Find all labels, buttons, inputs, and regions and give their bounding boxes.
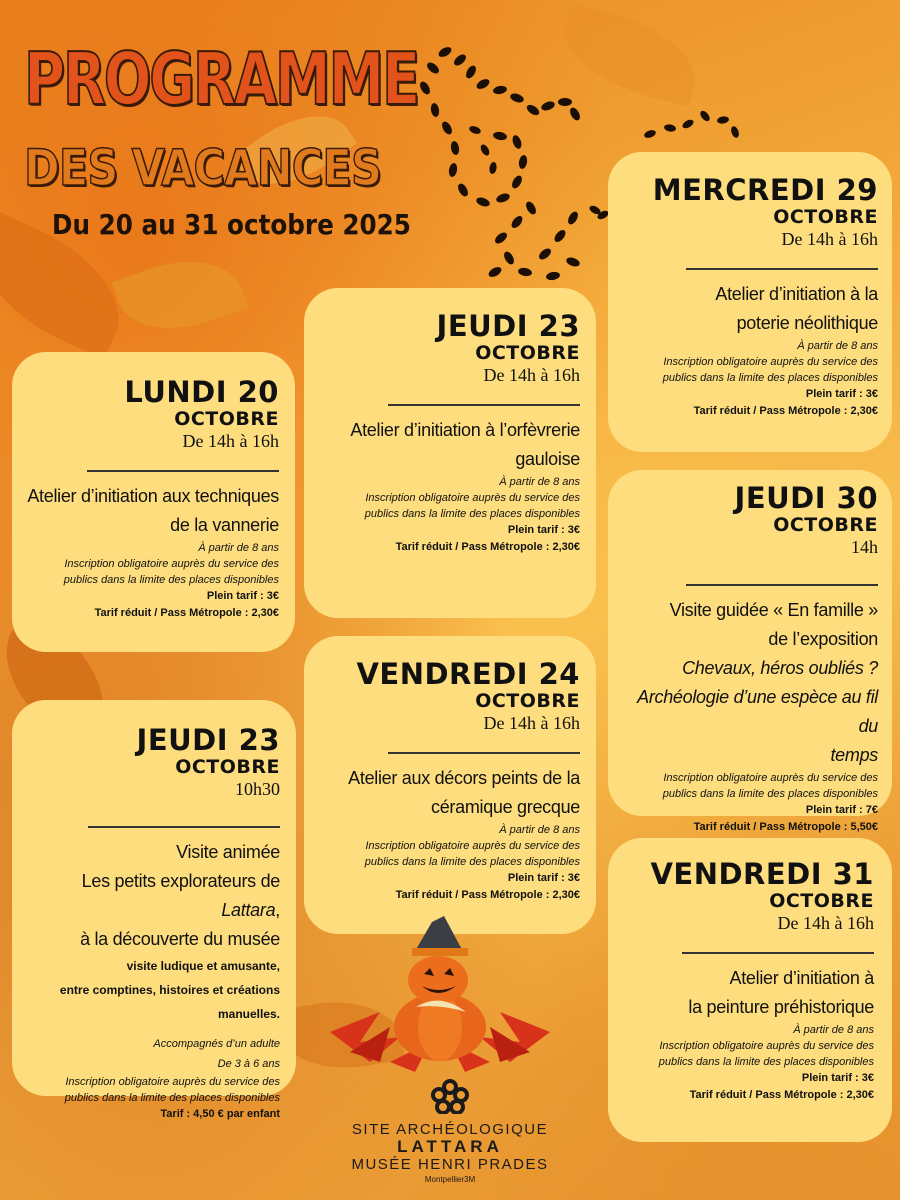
logo-line-montpellier: Montpellier3M [424, 1175, 476, 1184]
event-price-reduced: Tarif réduit / Pass Métropole : 2,30€ [395, 541, 580, 553]
event-activity-line: Atelier d’initiation à la [715, 284, 878, 304]
event-day: JEUDI 23 [436, 309, 580, 343]
exhibition-title-line: Archéologie d’une espèce au fil du [637, 687, 878, 736]
logo-line-site: SITE ARCHÉOLOGIQUE [351, 1121, 549, 1138]
logo-line-museum: MUSÉE HENRI PRADES [351, 1156, 549, 1173]
event-inscription: Inscription obligatoire auprès du service des [663, 772, 878, 784]
event-inscription: publics dans la limite des places disponibles [662, 788, 878, 800]
pumpkin-illustration [320, 912, 560, 1082]
event-month: OCTOBRE [175, 756, 280, 778]
event-activity-line: Visite guidée « En famille » [669, 600, 878, 620]
event-description: entre comptines, histoires et créations [59, 983, 280, 997]
activity-site-name: Lattara [221, 900, 276, 920]
event-day: VENDREDI 24 [356, 657, 580, 691]
event-price-reduced: Tarif réduit / Pass Métropole : 2,30€ [689, 1089, 874, 1101]
event-age: À partir de 8 ans [793, 1024, 874, 1036]
activity-text: Les petits explorateurs de [81, 871, 280, 891]
event-activity-line: Atelier d’initiation à [729, 968, 874, 988]
event-age: À partir de 8 ans [499, 824, 580, 836]
event-activity-line: Atelier d’initiation aux techniques [27, 486, 279, 506]
event-month: OCTOBRE [475, 342, 580, 364]
event-card-lundi-20 [12, 352, 295, 652]
event-activity-line: Visite animée [176, 842, 280, 862]
event-time: De 14h à 16h [483, 365, 580, 385]
event-price: Tarif : 4,50 € par enfant [160, 1108, 280, 1120]
event-activity-line: à la découverte du musée [80, 929, 280, 949]
event-age: De 3 à 6 ans [217, 1058, 280, 1070]
divider [686, 268, 878, 270]
event-inscription: Inscription obligatoire auprès du service des [365, 492, 580, 504]
event-time: De 14h à 16h [777, 913, 874, 933]
event-activity-line: Atelier aux décors peints de la [348, 768, 580, 788]
divider [88, 826, 280, 828]
event-age: À partir de 8 ans [797, 340, 878, 352]
event-month: OCTOBRE [773, 206, 878, 228]
divider [682, 952, 874, 954]
event-inscription: publics dans la limite des places disponibles [364, 856, 580, 868]
event-inscription: Inscription obligatoire auprès du service des [659, 1040, 874, 1052]
poster-title: PROGRAMME [24, 37, 419, 121]
event-card-vendredi-24 [304, 636, 596, 934]
event-time: 14h [851, 537, 878, 557]
event-inscription: Inscription obligatoire auprès du service des [663, 356, 878, 368]
museum-logo [340, 1078, 560, 1186]
divider [388, 752, 580, 754]
event-month: OCTOBRE [475, 690, 580, 712]
event-card-vendredi-31 [608, 838, 892, 1142]
event-activity-line: de l’exposition [768, 629, 878, 649]
event-card-jeudi-23-afternoon [304, 288, 596, 618]
event-activity-line: de la vannerie [170, 515, 279, 535]
event-activity-line: gauloise [515, 449, 580, 469]
event-card-jeudi-23-morning [12, 700, 296, 1120]
event-inscription: Inscription obligatoire auprès du service des [365, 840, 580, 852]
event-inscription: publics dans la limite des places disponibles [364, 508, 580, 520]
event-time: De 14h à 16h [781, 229, 878, 249]
event-time: 10h30 [235, 779, 280, 799]
event-card-jeudi-30 [608, 470, 892, 833]
poster-subtitle: DES VACANCES [24, 139, 382, 197]
event-card-mercredi-29 [608, 152, 892, 452]
event-day: JEUDI 23 [136, 723, 280, 757]
event-description: manuelles. [217, 1007, 280, 1021]
event-price-full: Plein tarif : 3€ [805, 388, 878, 400]
activity-text: , [275, 900, 280, 920]
event-day: JEUDI 30 [734, 481, 878, 515]
event-age: À partir de 8 ans [499, 476, 580, 488]
exhibition-title-line: Chevaux, héros oubliés ? [682, 658, 878, 678]
event-description: visite ludique et amusante, [126, 959, 280, 973]
event-day: LUNDI 20 [124, 375, 279, 409]
event-day: VENDREDI 31 [650, 857, 874, 891]
event-price-reduced: Tarif réduit / Pass Métropole : 2,30€ [693, 405, 878, 417]
event-month: OCTOBRE [174, 408, 279, 430]
poster-dates: Du 20 au 31 octobre 2025 [52, 208, 411, 241]
flower-logo-icon [430, 1078, 470, 1114]
event-inscription: publics dans la limite des places disponibles [658, 1056, 874, 1068]
divider [388, 404, 580, 406]
event-month: OCTOBRE [773, 514, 878, 536]
divider [87, 470, 279, 472]
event-price-full: Plein tarif : 7€ [805, 804, 878, 816]
event-day: MERCREDI 29 [652, 173, 878, 207]
event-price-reduced: Tarif réduit / Pass Métropole : 2,30€ [395, 889, 580, 901]
event-price-reduced: Tarif réduit / Pass Métropole : 5,50€ [693, 821, 878, 833]
event-activity-line: la peinture préhistorique [688, 997, 874, 1017]
exhibition-title-line: temps [830, 745, 878, 765]
event-inscription: Inscription obligatoire auprès du service des [64, 558, 279, 570]
event-activity-line: poterie néolithique [736, 313, 878, 333]
event-activity-line [26, 867, 280, 925]
event-accompanied: Accompagnés d’un adulte [153, 1038, 280, 1050]
event-activity-line: Atelier d’initiation à l’orfèvrerie [350, 420, 580, 440]
event-price-full: Plein tarif : 3€ [507, 872, 580, 884]
divider [686, 584, 878, 586]
logo-line-lattara: LATTARA [397, 1137, 503, 1156]
event-time: De 14h à 16h [483, 713, 580, 733]
event-inscription: publics dans la limite des places disponibles [662, 372, 878, 384]
event-age: À partir de 8 ans [198, 542, 279, 554]
event-price-reduced: Tarif réduit / Pass Métropole : 2,30€ [94, 607, 279, 619]
event-activity-line: céramique grecque [431, 797, 580, 817]
event-price-full: Plein tarif : 3€ [801, 1072, 874, 1084]
event-price-full: Plein tarif : 3€ [507, 524, 580, 536]
event-inscription: publics dans la limite des places disponibles [64, 1092, 280, 1104]
event-inscription: publics dans la limite des places disponibles [63, 574, 279, 586]
event-month: OCTOBRE [769, 890, 874, 912]
event-price-full: Plein tarif : 3€ [206, 590, 279, 602]
leaf-decoration [112, 242, 249, 349]
event-inscription: Inscription obligatoire auprès du service des [65, 1076, 280, 1088]
event-time: De 14h à 16h [182, 431, 279, 451]
